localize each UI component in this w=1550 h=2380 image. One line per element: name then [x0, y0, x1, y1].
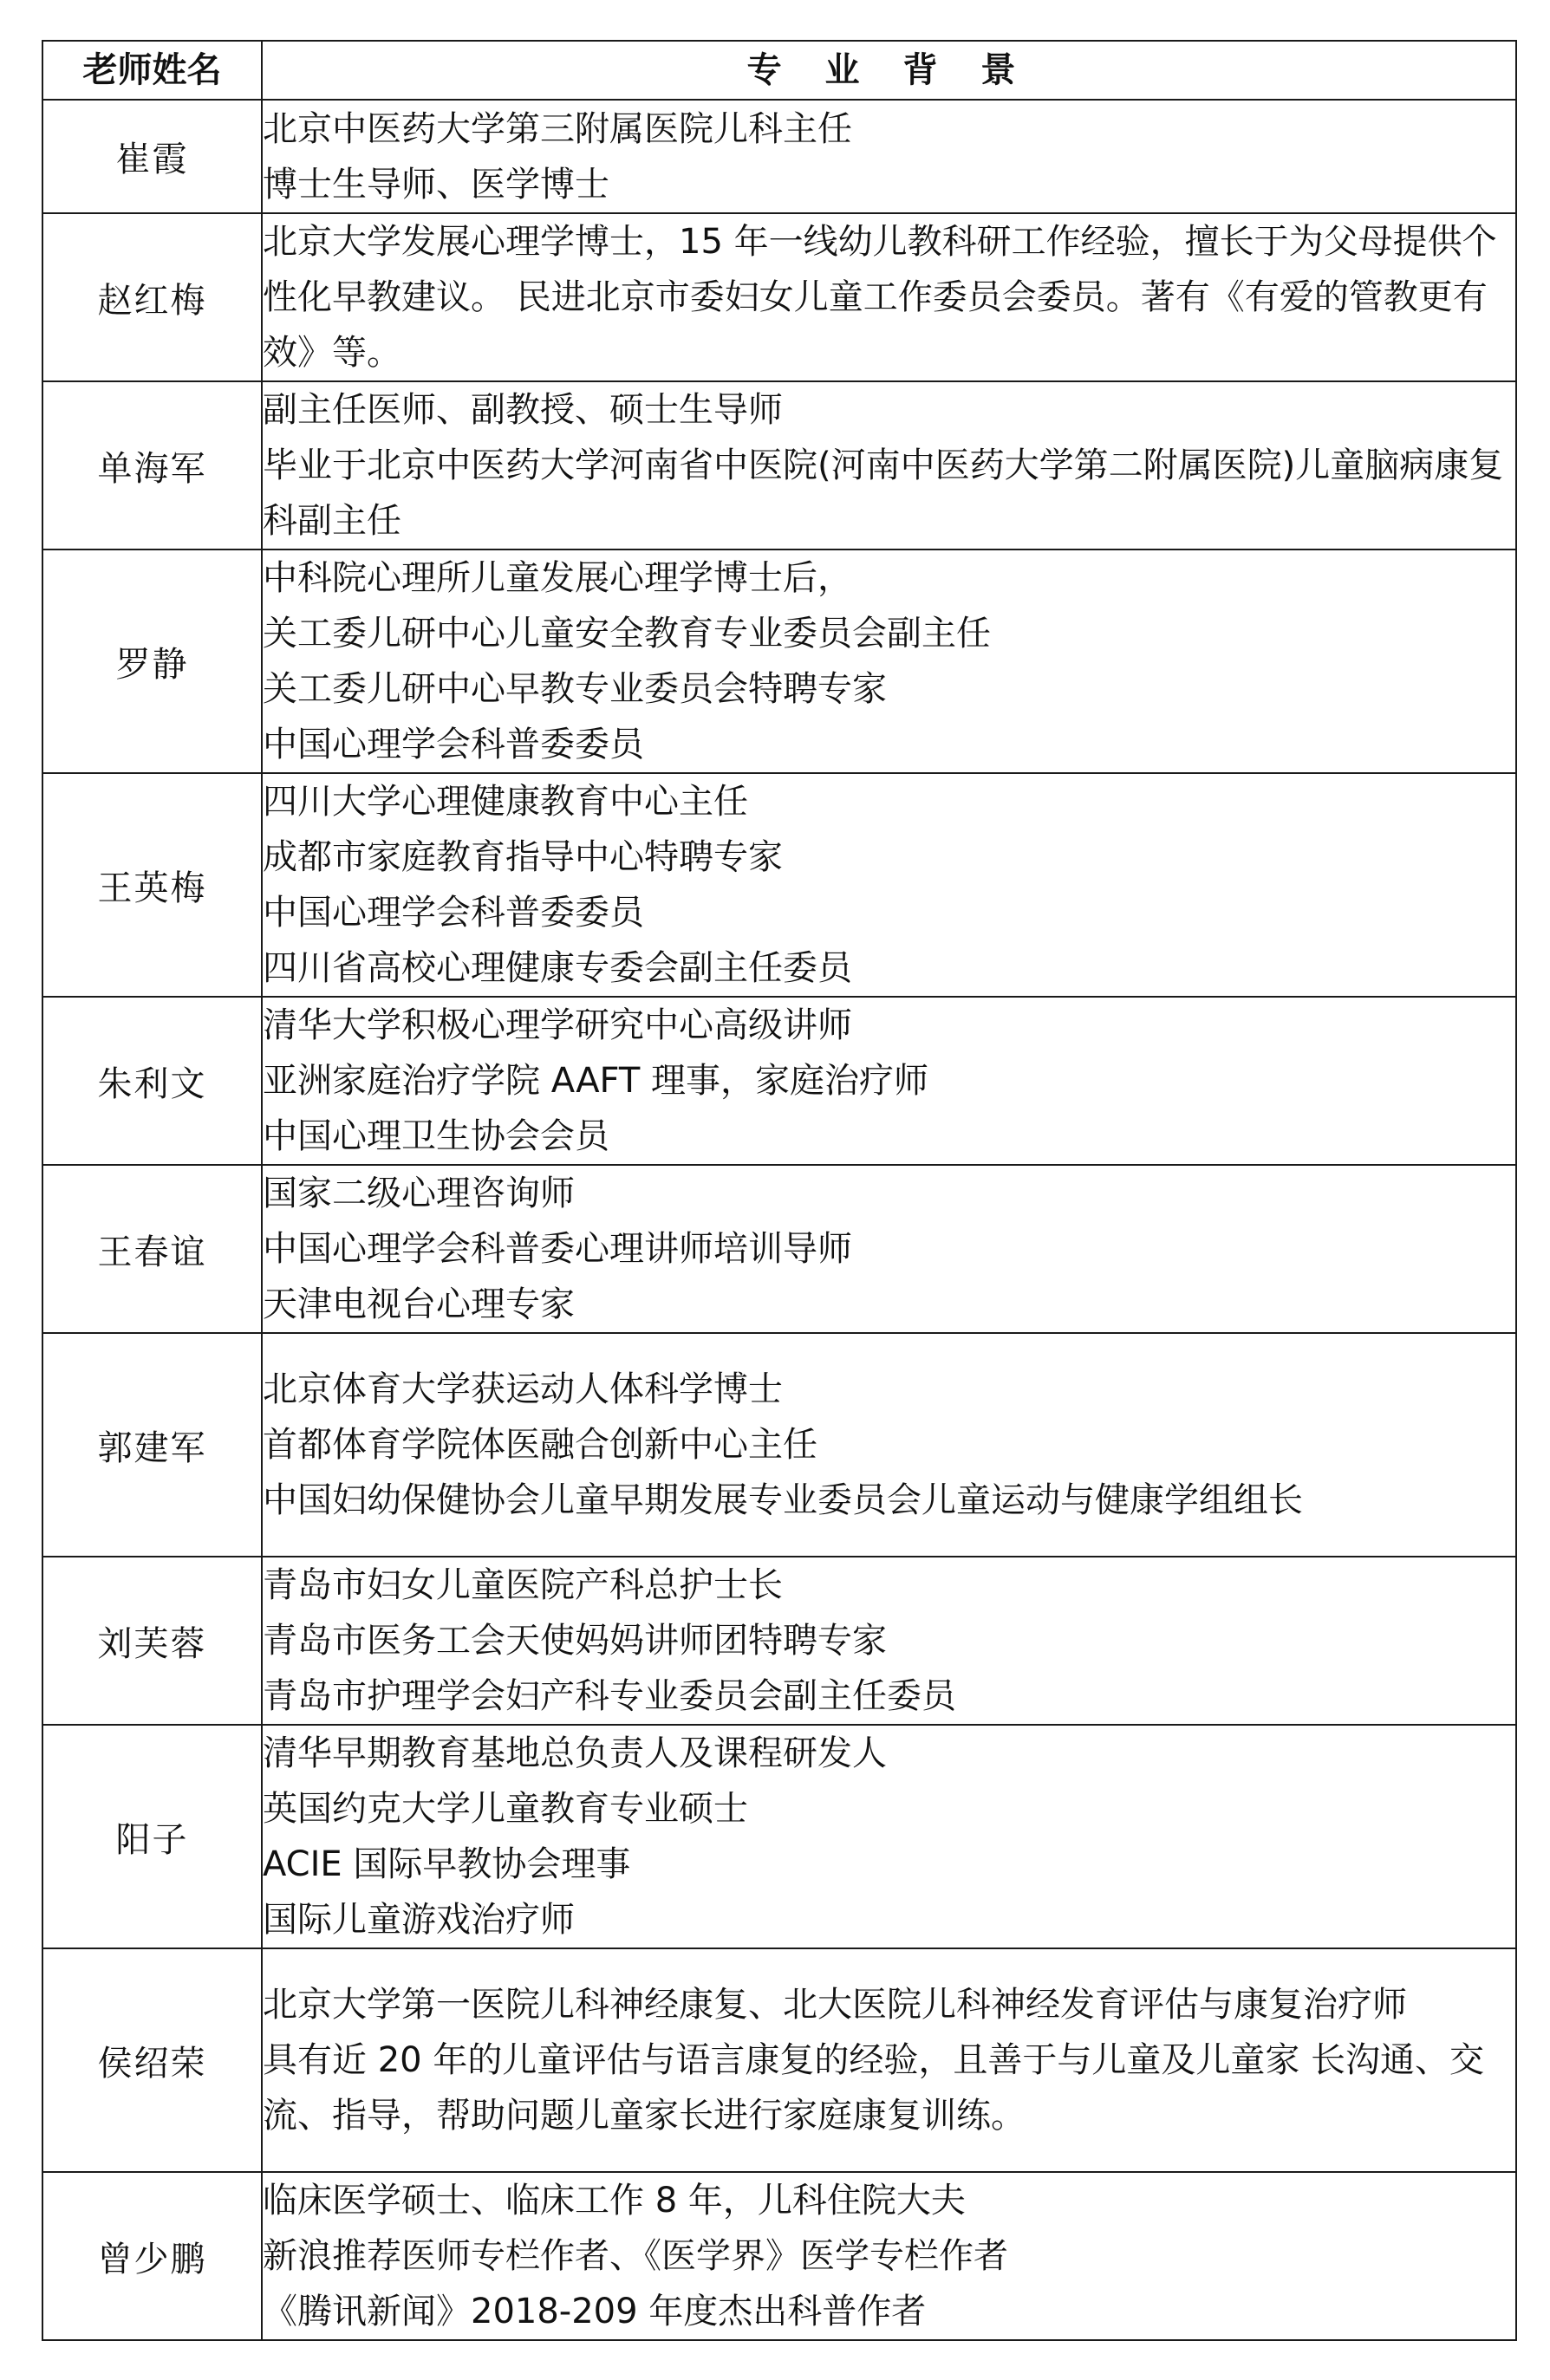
background-cell [262, 1725, 1516, 1948]
teacher-name: 王春谊 [42, 1165, 262, 1333]
background-lines [263, 1166, 1515, 1332]
background-line: 成都市家庭教育指导中心特聘专家 [263, 837, 783, 877]
background-line: 具有近 20 年的儿童评估与语言康复的经验，且善于与儿童及儿童家 长沟通、交流、指导，帮助问题儿童家长进行家庭康复训练。 [263, 2040, 1485, 2136]
background-line: 清华大学积极心理学研究中心高级讲师 [263, 1005, 852, 1045]
background-line: 毕业于北京中医药大学河南省中医院(河南中医药大学第二附属医院)儿童脑病康复科副主任 [263, 445, 1504, 541]
background-line: 关工委儿研中心儿童安全教育专业委员会副主任 [263, 614, 991, 654]
teacher-name: 单海军 [42, 381, 262, 549]
background-line: 中国妇幼保健协会儿童早期发展专业委员会儿童运动与健康学组组长 [263, 1480, 1303, 1520]
faculty-table [42, 40, 1517, 2341]
background-line: 新浪推荐医师专栏作者、《医学界》医学专栏作者 [263, 2236, 1008, 2276]
background-cell [262, 1333, 1516, 1557]
background-line: 国家二级心理咨询师 [263, 1174, 575, 1213]
table-row [42, 213, 1516, 381]
background-line: 北京体育大学获运动人体科学博士 [263, 1369, 783, 1409]
background-lines [263, 774, 1515, 996]
background-line: 青岛市妇女儿童医院产科总护士长 [263, 1565, 783, 1605]
table-row [42, 1557, 1516, 1725]
background-cell [262, 773, 1516, 997]
background-line: 中国心理学会科普委委员 [263, 725, 644, 764]
teacher-name: 刘芙蓉 [42, 1557, 262, 1725]
table-row [42, 997, 1516, 1165]
teacher-name: 曾少鹏 [42, 2172, 262, 2340]
background-line: 天津电视台心理专家 [263, 1284, 575, 1324]
teacher-name: 赵红梅 [42, 213, 262, 381]
background-line: 北京大学发展心理学博士，15 年一线幼儿教科研工作经验，擅长于为父母提供个性化早教建议。 民进北京市委妇女儿童工作委员会委员。著有《有爱的管教更有效》等。 [263, 222, 1497, 373]
background-line: 中科院心理所儿童发展心理学博士后， [263, 558, 852, 598]
background-line: 临床医学硕士、临床工作 8 年，儿科住院大夫 [263, 2181, 966, 2221]
background-line: 《腾讯新闻》2018-209 年度杰出科普作者 [263, 2292, 927, 2331]
teacher-name: 郭建军 [42, 1333, 262, 1557]
table-row [42, 1165, 1516, 1333]
background-lines [263, 2173, 1515, 2339]
background-line: 中国心理卫生协会会员 [263, 1116, 609, 1156]
background-lines [263, 1977, 1515, 2143]
table-row [42, 1725, 1516, 1948]
table-body [42, 100, 1516, 2340]
table-row [42, 1948, 1516, 2172]
background-line: 青岛市医务工会天使妈妈讲师团特聘专家 [263, 1621, 887, 1661]
background-line: 清华早期教育基地总负责人及课程研发人 [263, 1733, 887, 1773]
background-lines [263, 1362, 1515, 1528]
background-line: 青岛市护理学会妇产科专业委员会副主任委员 [263, 1676, 956, 1716]
background-lines [263, 382, 1515, 549]
header-professional-background: 专 业 背 景 [262, 41, 1516, 100]
background-line: 亚洲家庭治疗学院 AAFT 理事，家庭治疗师 [263, 1061, 929, 1101]
background-lines [263, 550, 1515, 772]
background-line: 首都体育学院体医融合创新中心主任 [263, 1425, 817, 1465]
table-row [42, 2172, 1516, 2340]
header-teacher-name: 老师姓名 [42, 41, 262, 100]
background-lines [263, 1726, 1515, 1948]
teacher-name: 王英梅 [42, 773, 262, 997]
background-lines [263, 998, 1515, 1164]
background-line: 关工委儿研中心早教专业委员会特聘专家 [263, 669, 887, 709]
table-row [42, 381, 1516, 549]
table-header-row [42, 41, 1516, 100]
teacher-name: 崔霞 [42, 100, 262, 213]
background-line: 英国约克大学儿童教育专业硕士 [263, 1789, 748, 1829]
background-line: ACIE 国际早教协会理事 [263, 1844, 631, 1884]
table-row [42, 1333, 1516, 1557]
teacher-name: 侯绍荣 [42, 1948, 262, 2172]
background-line: 四川大学心理健康教育中心主任 [263, 782, 748, 822]
background-cell [262, 2172, 1516, 2340]
background-line: 中国心理学会科普委委员 [263, 893, 644, 933]
table-row [42, 773, 1516, 997]
background-cell [262, 100, 1516, 213]
background-lines [263, 1557, 1515, 1724]
teacher-name: 罗静 [42, 549, 262, 773]
background-cell [262, 381, 1516, 549]
teacher-name: 朱利文 [42, 997, 262, 1165]
background-cell [262, 997, 1516, 1165]
background-cell [262, 1165, 1516, 1333]
background-line: 北京中医药大学第三附属医院儿科主任 [263, 108, 852, 149]
background-lines [263, 214, 1515, 380]
background-cell [262, 1948, 1516, 2172]
background-line: 博士生导师、医学博士 [263, 164, 609, 205]
background-line: 国际儿童游戏治疗师 [263, 1900, 575, 1940]
table-row [42, 100, 1516, 213]
background-cell [262, 213, 1516, 381]
background-line: 北京大学第一医院儿科神经康复、北大医院儿科神经发育评估与康复治疗师 [263, 1985, 1407, 2025]
background-line: 副主任医师、副教授、硕士生导师 [263, 390, 783, 430]
background-lines [263, 101, 1515, 212]
background-line: 中国心理学会科普委心理讲师培训导师 [263, 1229, 852, 1269]
table-row [42, 549, 1516, 773]
teacher-name: 阳子 [42, 1725, 262, 1948]
background-line: 四川省高校心理健康专委会副主任委员 [263, 948, 852, 988]
background-cell [262, 1557, 1516, 1725]
background-cell [262, 549, 1516, 773]
